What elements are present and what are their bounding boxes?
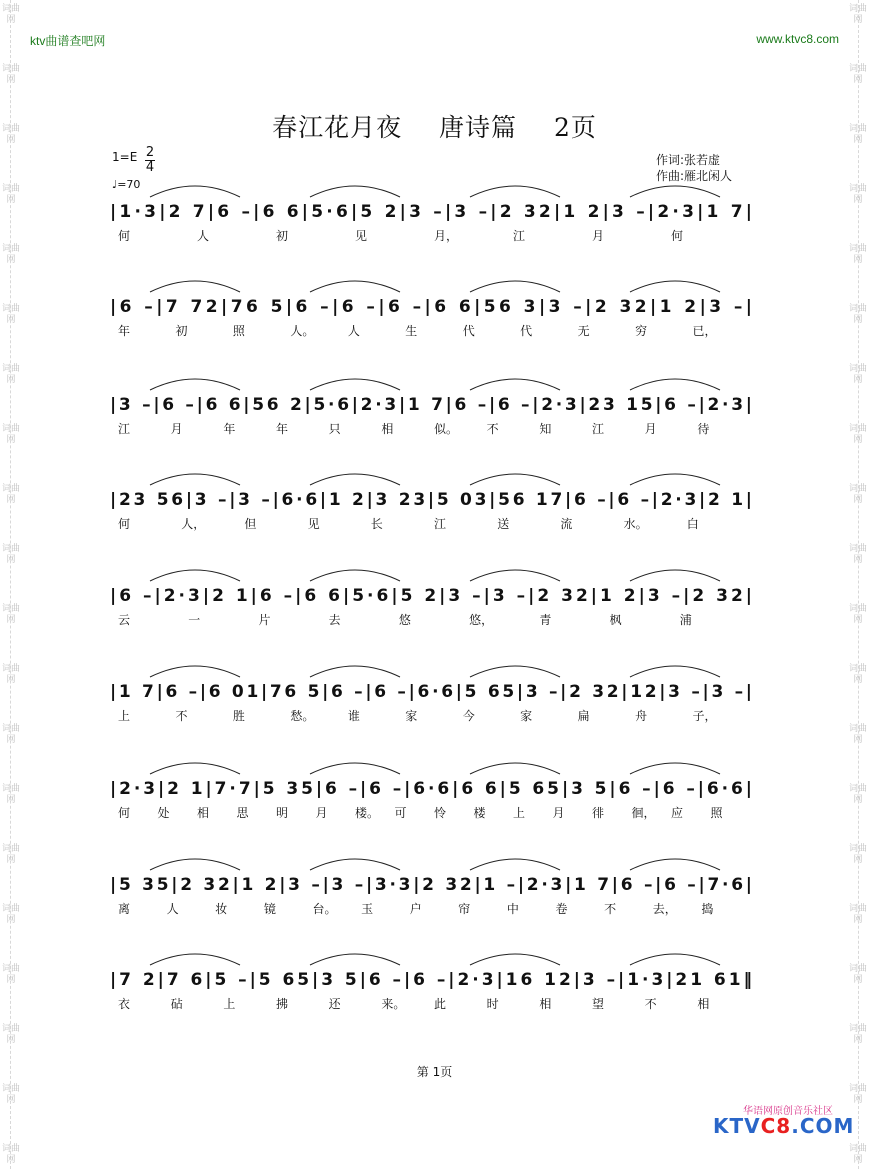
lyric-char: 悠，	[469, 613, 494, 627]
slur-arc	[310, 859, 400, 870]
watermark-text: 词曲网	[2, 604, 21, 625]
notation-row: |2·3|2 1|7·7|5 35|6 –|6 –|6·6|6 6|5 65|3 5|6 –|6 –|6·6|	[110, 779, 752, 799]
lyric-char: 但	[244, 517, 257, 531]
lyric-char: 处	[157, 806, 170, 820]
lyric-char: 相	[381, 422, 394, 436]
lyric-char: 捣	[701, 902, 714, 916]
watermark-text: 词曲网	[2, 364, 21, 385]
slur-arc	[310, 954, 400, 965]
slur-arc	[630, 474, 720, 485]
lyric-char: 流	[560, 517, 573, 531]
lyric-char: 青	[539, 613, 552, 627]
slur-arc	[630, 954, 720, 965]
lyric-char: 照	[232, 324, 245, 338]
lyric-char: 只	[328, 422, 341, 436]
watermark-text: 词曲网	[2, 664, 21, 685]
watermark-text: 词曲网	[849, 1084, 868, 1105]
lyric-char: 穷	[635, 324, 648, 338]
lyric-char: 家	[405, 709, 418, 723]
slur-arc	[630, 570, 720, 581]
slur-arc	[630, 281, 720, 292]
site-url-right[interactable]: www.ktvc8.com	[756, 32, 839, 46]
slur-arc	[310, 379, 400, 390]
key-signature: 1=E	[112, 150, 138, 164]
watermark-text: 词曲网	[849, 124, 868, 145]
lyric-char: 似。	[434, 422, 459, 436]
notation-row: |23 56|3 –|3 –|6·6|1 2|3 23|5 03|56 17|6 –|6 –|2·3|2 1|	[110, 490, 752, 510]
lyric-char: 月	[315, 806, 328, 820]
slur-arc	[310, 666, 400, 677]
watermark-text: 词曲网	[2, 184, 21, 205]
notation-row: |7 2|7 6|5 –|5 65|3 5|6 –|6 –|2·3|16 12|3 –|1·3|21 61‖	[110, 970, 752, 990]
lyric-char: 徊，	[631, 806, 656, 820]
lyric-char: 不	[175, 709, 188, 723]
slur-arc	[310, 474, 400, 485]
lyric-char: 长	[370, 517, 383, 531]
watermark-text: 词曲网	[2, 4, 21, 25]
lyric-char: 徘	[592, 806, 605, 820]
meter-top: 2	[145, 145, 155, 160]
lyric-char: 待	[697, 422, 710, 436]
watermark-text: 词曲网	[849, 4, 868, 25]
lyric-char: 家	[520, 709, 533, 723]
watermark-text: 词曲网	[849, 664, 868, 685]
slur-arc	[150, 763, 240, 774]
lyric-char: 户	[409, 902, 422, 916]
lyric-char: 楼	[473, 806, 486, 820]
lyric-char: 何	[118, 517, 131, 531]
score-line	[110, 570, 752, 627]
logo-part-c: .COM	[791, 1114, 855, 1138]
watermark-text: 词曲网	[849, 784, 868, 805]
watermark-text: 词曲网	[2, 964, 21, 985]
slur-arc	[150, 281, 240, 292]
watermark-text: 词曲网	[849, 304, 868, 325]
lyric-char: 镜	[263, 902, 276, 916]
watermark-text: 词曲网	[849, 964, 868, 985]
watermark-text: 词曲网	[2, 844, 21, 865]
lyric-char: 无	[577, 324, 590, 338]
lyric-char: 相	[197, 806, 210, 820]
slur-arc	[150, 379, 240, 390]
slur-arc	[630, 379, 720, 390]
lyric-char: 月，	[434, 229, 459, 243]
lyric-char: 望	[592, 997, 605, 1011]
slur-arc	[470, 763, 560, 774]
lyric-char: 舟	[635, 709, 648, 723]
slur-arc	[150, 570, 240, 581]
tempo-value: =70	[117, 178, 141, 191]
watermark-text: 词曲网	[2, 64, 21, 85]
watermark-text: 词曲网	[2, 424, 21, 445]
lyric-char: 年	[118, 324, 131, 338]
logo-wordmark	[713, 1114, 854, 1138]
watermark-text: 词曲网	[849, 184, 868, 205]
score-line	[110, 281, 752, 338]
lyric-char: 上	[513, 806, 526, 820]
watermark-text: 词曲网	[2, 244, 21, 265]
notation-row: |3 –|6 –|6 6|56 2|5·6|2·3|1 7|6 –|6 –|2·3|23 15|6 –|2·3|	[110, 395, 752, 415]
lyric-char: 去	[328, 613, 341, 627]
lyric-char: 今	[462, 709, 475, 723]
lyric-char: 此	[434, 997, 447, 1011]
watermark-text: 词曲网	[849, 904, 868, 925]
slur-arc	[310, 570, 400, 581]
lyric-char: 明	[276, 806, 289, 820]
lyric-char: 见	[355, 229, 368, 243]
lyric-char: 月	[552, 806, 565, 820]
watermark-text: 词曲网	[2, 1024, 21, 1045]
notation-row: |1 7|6 –|6 01|76 5|6 –|6 –|6·6|5 65|3 –|2 32|12|3 –|3 –|	[110, 682, 753, 702]
score-line	[110, 859, 752, 916]
lyric-char: 扁	[577, 709, 590, 723]
slur-arc	[150, 186, 240, 197]
lyric-char: 浦	[679, 613, 692, 627]
slur-arc	[310, 186, 400, 197]
lyric-char: 离	[118, 902, 131, 916]
logo-part-a: KTV	[713, 1114, 761, 1138]
lyric-char: 江	[434, 517, 447, 531]
lyric-char: 人。	[290, 324, 315, 338]
slur-arc	[470, 379, 560, 390]
lyric-char: 玉	[361, 902, 374, 916]
site-logo[interactable]	[713, 1100, 855, 1145]
slur-arc	[470, 954, 560, 965]
lyric-char: 代	[520, 324, 533, 338]
slur-arc	[630, 859, 720, 870]
watermark-text: 词曲网	[2, 484, 21, 505]
site-name-left[interactable]: ktv曲谱查吧网	[30, 34, 106, 48]
watermark-text: 词曲网	[849, 244, 868, 265]
slur-arc	[470, 281, 560, 292]
lyric-char: 江	[592, 422, 605, 436]
slur-arc	[630, 763, 720, 774]
lyric-char: 悠	[398, 613, 411, 627]
watermark-text: 词曲网	[2, 124, 21, 145]
composer: 作曲:雁北闲人	[656, 169, 733, 183]
watermark-text: 词曲网	[2, 1144, 21, 1165]
lyric-char: 愁。	[290, 709, 315, 723]
lyric-char: 送	[497, 517, 510, 531]
watermark-text: 词曲网	[2, 784, 21, 805]
lyric-char: 人	[197, 229, 210, 243]
page-footer: 第 1页	[416, 1065, 453, 1079]
notation-row: |6 –|7 72|76 5|6 –|6 –|6 –|6 6|56 3|3 –|2 32|1 2|3 –|	[110, 297, 752, 317]
lyric-char: 生	[405, 324, 418, 338]
page-count: 2页	[554, 113, 597, 142]
watermark-text: 词曲网	[849, 544, 868, 565]
lyric-char: 时	[486, 997, 499, 1011]
meter-bottom: 4	[145, 160, 155, 175]
lyric-char: 不	[486, 422, 499, 436]
lyric-char: 去，	[652, 902, 677, 916]
watermark-text: 词曲网	[2, 544, 21, 565]
score-line	[110, 186, 752, 243]
watermark-text: 词曲网	[2, 1084, 21, 1105]
lyric-char: 江	[118, 422, 131, 436]
lyric-char: 人	[166, 902, 179, 916]
lyric-char: 中	[506, 902, 519, 916]
watermark-text: 词曲网	[849, 484, 868, 505]
lyric-char: 枫	[609, 613, 622, 627]
lyric-char: 片	[258, 613, 271, 627]
logo-part-b: C8	[760, 1114, 792, 1138]
watermark-text: 词曲网	[2, 724, 21, 745]
lyric-char: 上	[223, 997, 236, 1011]
lyric-char: 相	[697, 997, 710, 1011]
lyric-char: 可	[394, 806, 407, 820]
song-title: 春江花月夜	[272, 113, 403, 142]
lyric-char: 怜	[434, 806, 447, 820]
lyric-char: 人	[347, 324, 360, 338]
lyric-char: 知	[539, 422, 552, 436]
lyric-char: 应	[671, 806, 684, 820]
lyric-char: 思	[236, 806, 249, 820]
lyric-char: 拂	[276, 997, 289, 1011]
lyric-char: 不	[604, 902, 617, 916]
lyric-char: 白	[686, 517, 699, 531]
lyric-char: 帘	[458, 902, 471, 916]
lyric-char: 胜	[232, 709, 245, 723]
score-line	[110, 763, 752, 820]
slur-arc	[310, 763, 400, 774]
slur-arc	[470, 859, 560, 870]
lyric-char: 云	[118, 613, 131, 627]
lyric-char: 人，	[181, 517, 206, 531]
lyric-char: 见	[307, 517, 320, 531]
lyric-char: 台。	[312, 902, 337, 916]
lyric-char: 何	[118, 806, 131, 820]
lyric-char: 还	[328, 997, 341, 1011]
watermark-text: 词曲网	[849, 424, 868, 445]
watermark-text: 词曲网	[2, 904, 21, 925]
lyric-char: 卷	[555, 902, 568, 916]
lyric-char: 已，	[692, 324, 717, 338]
quarter-note-icon: ♩	[112, 178, 118, 191]
slur-arc	[470, 666, 560, 677]
lyric-char: 上	[118, 709, 131, 723]
watermark-text: 词曲网	[849, 364, 868, 385]
slur-arc	[150, 666, 240, 677]
lyric-char: 月	[170, 422, 183, 436]
notation-row: |1·3|2 7|6 –|6 6|5·6|5 2|3 –|3 –|2 32|1 2|3 –|2·3|1 7|	[110, 202, 753, 222]
slur-arc	[630, 666, 720, 677]
watermark-text: 词曲网	[2, 304, 21, 325]
score-line	[110, 379, 752, 436]
slur-arc	[470, 570, 560, 581]
lyric-char: 何	[671, 229, 684, 243]
lyric-char: 江	[513, 229, 526, 243]
lyric-char: 子，	[692, 709, 717, 723]
lyric-char: 月	[644, 422, 657, 436]
song-genre: 唐诗篇	[439, 113, 518, 142]
lyric-char: 不	[644, 997, 657, 1011]
lyric-char: 谁	[347, 709, 360, 723]
slur-arc	[470, 186, 560, 197]
watermark-text: 词曲网	[849, 604, 868, 625]
slur-arc	[470, 474, 560, 485]
lyric-char: 楼。	[355, 806, 380, 820]
score-line	[110, 666, 752, 723]
lyric-char: 年	[223, 422, 236, 436]
lyric-char: 何	[118, 229, 131, 243]
lyric-char: 一	[188, 613, 201, 627]
score-line	[110, 954, 752, 1011]
slur-arc	[150, 859, 240, 870]
score-line	[110, 474, 752, 531]
logo-tagline: 华语网原创音乐社区	[743, 1106, 833, 1117]
lyric-char: 初	[276, 229, 289, 243]
lyricist: 作词:张若虚	[656, 153, 721, 167]
watermark-text: 词曲网	[849, 64, 868, 85]
watermark-text: 词曲网	[849, 1024, 868, 1045]
lyric-char: 初	[175, 324, 188, 338]
watermark-text: 词曲网	[849, 1144, 868, 1165]
lyric-char: 妆	[215, 902, 228, 916]
lyric-char: 代	[462, 324, 475, 338]
lyric-char: 相	[539, 997, 552, 1011]
watermark-text: 词曲网	[849, 724, 868, 745]
lyric-char: 年	[276, 422, 289, 436]
lyric-char: 砧	[170, 997, 183, 1011]
notation-row: |5 35|2 32|1 2|3 –|3 –|3·3|2 32|1 –|2·3|1 7|6 –|6 –|7·6|	[110, 875, 752, 895]
slur-arc	[630, 186, 720, 197]
lyric-char: 衣	[118, 997, 131, 1011]
lyric-char: 水。	[623, 517, 648, 531]
lyric-char: 月	[592, 229, 605, 243]
slur-arc	[150, 954, 240, 965]
slur-arc	[150, 474, 240, 485]
slur-arc	[310, 281, 400, 292]
lyric-char: 照	[710, 806, 723, 820]
watermark-text: 词曲网	[849, 844, 868, 865]
notation-row: |6 –|2·3|2 1|6 –|6 6|5·6|5 2|3 –|3 –|2 32|1 2|3 –|2 32|	[110, 586, 752, 606]
lyric-char: 来。	[381, 997, 406, 1011]
